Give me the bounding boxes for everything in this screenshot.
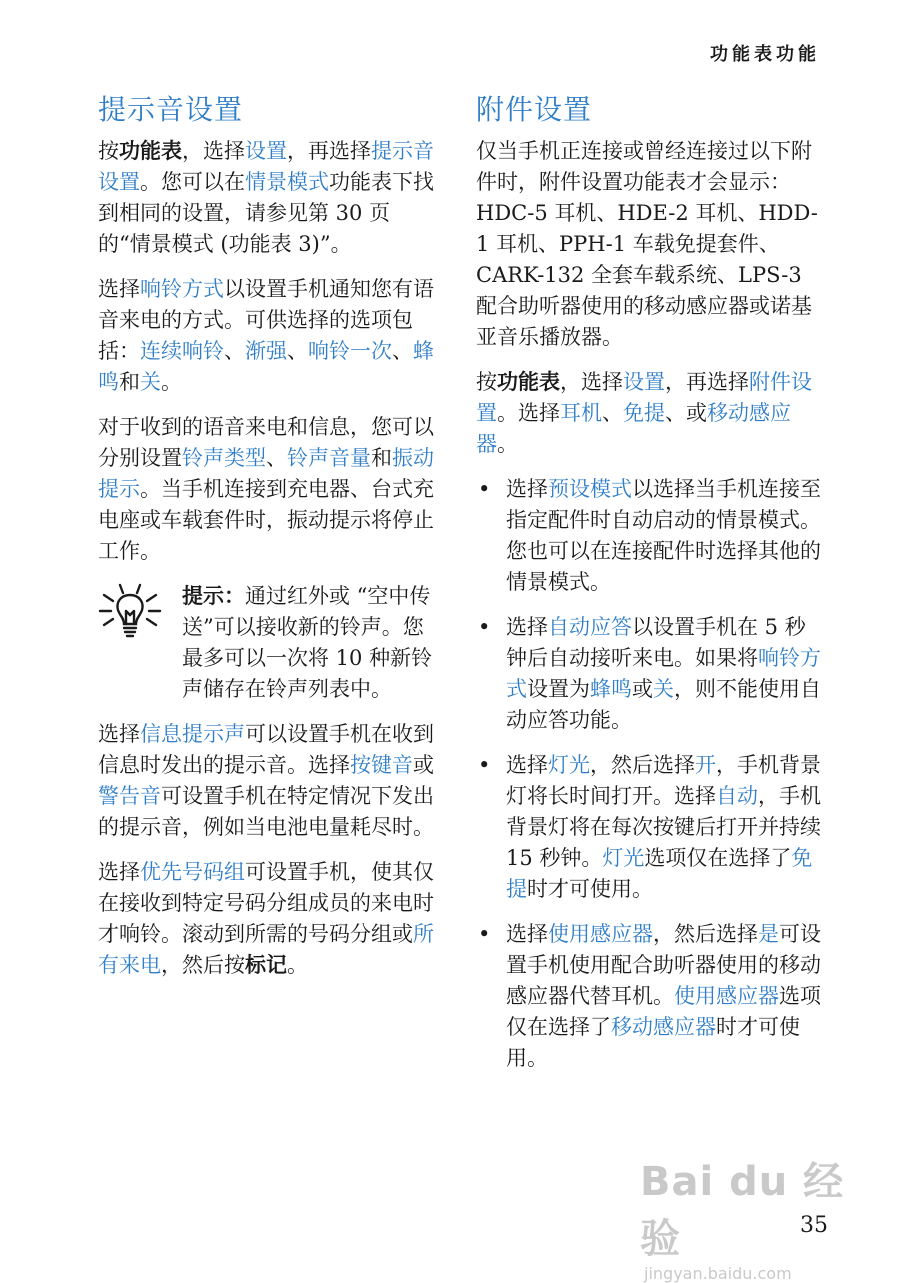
menu-term: 使用感应器 xyxy=(674,984,779,1008)
menu-term: 免提 xyxy=(506,846,813,901)
bullet-icon: • xyxy=(478,477,491,501)
text-run: 选择 xyxy=(506,753,548,777)
menu-term: 响铃一次 xyxy=(308,339,392,363)
text-run: 、 xyxy=(602,401,623,425)
text-run: 。 xyxy=(287,953,308,977)
paragraph xyxy=(98,274,438,398)
menu-term: 设置 xyxy=(623,370,665,394)
menu-term: 预设模式 xyxy=(548,477,632,501)
menu-term: 连续响铃 xyxy=(140,339,224,363)
text-run: 、 xyxy=(224,339,245,363)
text-run: ，选择 xyxy=(560,370,623,394)
text-run: 仅当手机正连接或曾经连接过以下附件时，附件设置功能表才会显示：HDC-5 耳机、HDE-2 耳机、HDD-1 耳机、PPH-1 车载免提套件、CARK-132 全套车载系统、LPS-3 配合助听器使用的移动感应器或诺基亚音乐播放器。 xyxy=(476,139,818,349)
menu-term: 开 xyxy=(695,753,716,777)
text-run: 。当手机连接到充电器、台式充电座或车载套件时，振动提示将停止工作。 xyxy=(98,477,434,563)
menu-term: 灯光 xyxy=(548,753,590,777)
right-column xyxy=(476,88,826,1088)
menu-term: 所有来电 xyxy=(98,922,434,977)
text-run: 、或 xyxy=(665,401,707,425)
text-run: ，然后选择 xyxy=(590,753,695,777)
bullet-icon: • xyxy=(478,615,491,639)
text-run: ，然后按 xyxy=(161,953,245,977)
text-run: 。 xyxy=(161,370,182,394)
text-run: 或 xyxy=(413,753,434,777)
paragraph xyxy=(98,719,438,843)
text-run: ，然后选择 xyxy=(653,922,758,946)
menu-term: 灯光 xyxy=(602,846,645,870)
text-run: 。您可以在 xyxy=(140,170,245,194)
menu-term: 关 xyxy=(653,677,674,701)
text-run: 对于收到的语音来电和信息，您可以分别设置 xyxy=(98,415,434,470)
text-run: 选项仅在选择了 xyxy=(506,984,821,1039)
text-run: 以设置手机在 5 秒钟后自动接听来电。如果将 xyxy=(506,615,806,670)
menu-term: 警告音 xyxy=(98,784,161,808)
text-run: 可设置手机，使其仅在接收到特定号码分组成员的来电时才响铃。滚动到所需的号码分组或 xyxy=(98,860,434,946)
text-run: ，再选择 xyxy=(287,139,371,163)
menu-term: 响铃方式 xyxy=(140,277,224,301)
menu-term: 移动感应器 xyxy=(476,401,791,456)
text-run: 可设置手机使用配合助听器使用的移动感应器代替耳机。 xyxy=(506,922,821,1008)
menu-term: 提示音设置 xyxy=(98,139,434,194)
list-item xyxy=(476,750,826,905)
menu-term: 耳机 xyxy=(560,401,602,425)
text-run: ，再选择 xyxy=(665,370,749,394)
menu-term: 附件设置 xyxy=(476,370,812,425)
menu-term: 振动提示 xyxy=(98,446,434,501)
page-number: 35 xyxy=(800,1213,828,1238)
menu-term: 按键音 xyxy=(350,753,413,777)
menu-term: 免提 xyxy=(623,401,665,425)
key-term: 功能表 xyxy=(119,139,182,163)
menu-term: 铃声类型 xyxy=(182,446,266,470)
text-run: ，选择 xyxy=(182,139,245,163)
text-run: 可设置手机在特定情况下发出的提示音，例如当电池电量耗尽时。 xyxy=(98,784,434,839)
text-run: 。 xyxy=(497,432,518,456)
menu-term: 自动应答 xyxy=(548,615,632,639)
text-run: 、 xyxy=(287,339,308,363)
menu-term: 情景模式 xyxy=(245,170,329,194)
text-run: 选择 xyxy=(98,860,140,884)
menu-term: 信息提示声 xyxy=(140,722,245,746)
text-run: 和 xyxy=(119,370,140,394)
text-run: 以设置手机通知您有语音来电的方式。可供选择的选项包括： xyxy=(98,277,434,363)
list-item xyxy=(476,612,826,736)
bullet-icon: • xyxy=(478,753,491,777)
tip-text xyxy=(182,581,438,705)
menu-term: 铃声音量 xyxy=(287,446,371,470)
paragraph xyxy=(476,136,826,353)
paragraph xyxy=(476,367,826,460)
text-run: 选择 xyxy=(506,615,548,639)
text-run: 和 xyxy=(371,446,392,470)
text-run: 以选择当手机连接至指定配件时自动启动的情景模式。您也可以在连接配件时选择其他的情景模式。 xyxy=(506,477,821,594)
list-item xyxy=(476,919,826,1074)
text-run: 按 xyxy=(476,370,497,394)
text-run: ，手机背景灯将在每次按键后打开并持续 15 秒钟。 xyxy=(506,784,821,870)
watermark-url: jingyan.baidu.com xyxy=(644,1264,792,1283)
bullet-icon: • xyxy=(478,922,491,946)
text-run: 或 xyxy=(632,677,653,701)
bullet-list xyxy=(476,474,826,1074)
text-run: 设置为 xyxy=(527,677,590,701)
key-term: 功能表 xyxy=(497,370,560,394)
text-run: 选择 xyxy=(98,277,140,301)
text-run: 功能表下找到相同的设置，请参见第 30 页的“情景模式 (功能表 3)”。 xyxy=(98,170,434,256)
menu-term: 关 xyxy=(140,370,161,394)
menu-term: 优先号码组 xyxy=(140,860,245,884)
text-run: 选择 xyxy=(506,922,548,946)
text-run: 按 xyxy=(98,139,119,163)
text-run: 可以设置手机在收到信息时发出的提示音。选择 xyxy=(98,722,434,777)
text-run: 时才可使用。 xyxy=(506,1015,800,1070)
menu-term: 设置 xyxy=(245,139,287,163)
text-run: 、 xyxy=(266,446,287,470)
menu-term: 响铃方式 xyxy=(506,646,821,701)
text-run: 时才可使用。 xyxy=(527,877,653,901)
section-title-accessory-settings: 附件设置 xyxy=(476,93,593,126)
section-title-ringtone-settings: 提示音设置 xyxy=(98,93,244,126)
watermark-logo: Bai du 经验 xyxy=(640,1159,845,1262)
left-column xyxy=(98,88,438,995)
text-run: 、 xyxy=(392,339,413,363)
menu-term: 使用感应器 xyxy=(548,922,653,946)
text-run: 通过红外或 “空中传送”可以接收新的铃声。您最多可以一次将 10 种新铃声储存在铃声列表中。 xyxy=(182,584,433,701)
text-run: 选择 xyxy=(506,477,548,501)
lightbulb-icon xyxy=(98,581,182,705)
paragraph xyxy=(98,136,438,260)
menu-term: 渐强 xyxy=(245,339,287,363)
tip-box xyxy=(98,581,438,705)
menu-term: 自动 xyxy=(716,784,758,808)
key-term: 标记 xyxy=(245,953,287,977)
menu-term: 蜂鸣 xyxy=(590,677,632,701)
running-header: 功能表功能 xyxy=(710,44,820,65)
text-run: ，手机背景灯将长时间打开。选择 xyxy=(506,753,821,808)
text-run: ，则不能使用自动应答功能。 xyxy=(506,677,821,732)
paragraph xyxy=(98,857,438,981)
menu-term: 移动感应器 xyxy=(611,1015,716,1039)
list-item xyxy=(476,474,826,598)
menu-term: 是 xyxy=(758,922,779,946)
text-run: 选择 xyxy=(98,722,140,746)
text-run: 选项仅在选择了 xyxy=(644,846,792,870)
paragraph xyxy=(98,412,438,567)
menu-term: 蜂鸣 xyxy=(98,339,434,394)
text-run: 。选择 xyxy=(497,401,560,425)
key-term: 提示： xyxy=(182,584,245,608)
